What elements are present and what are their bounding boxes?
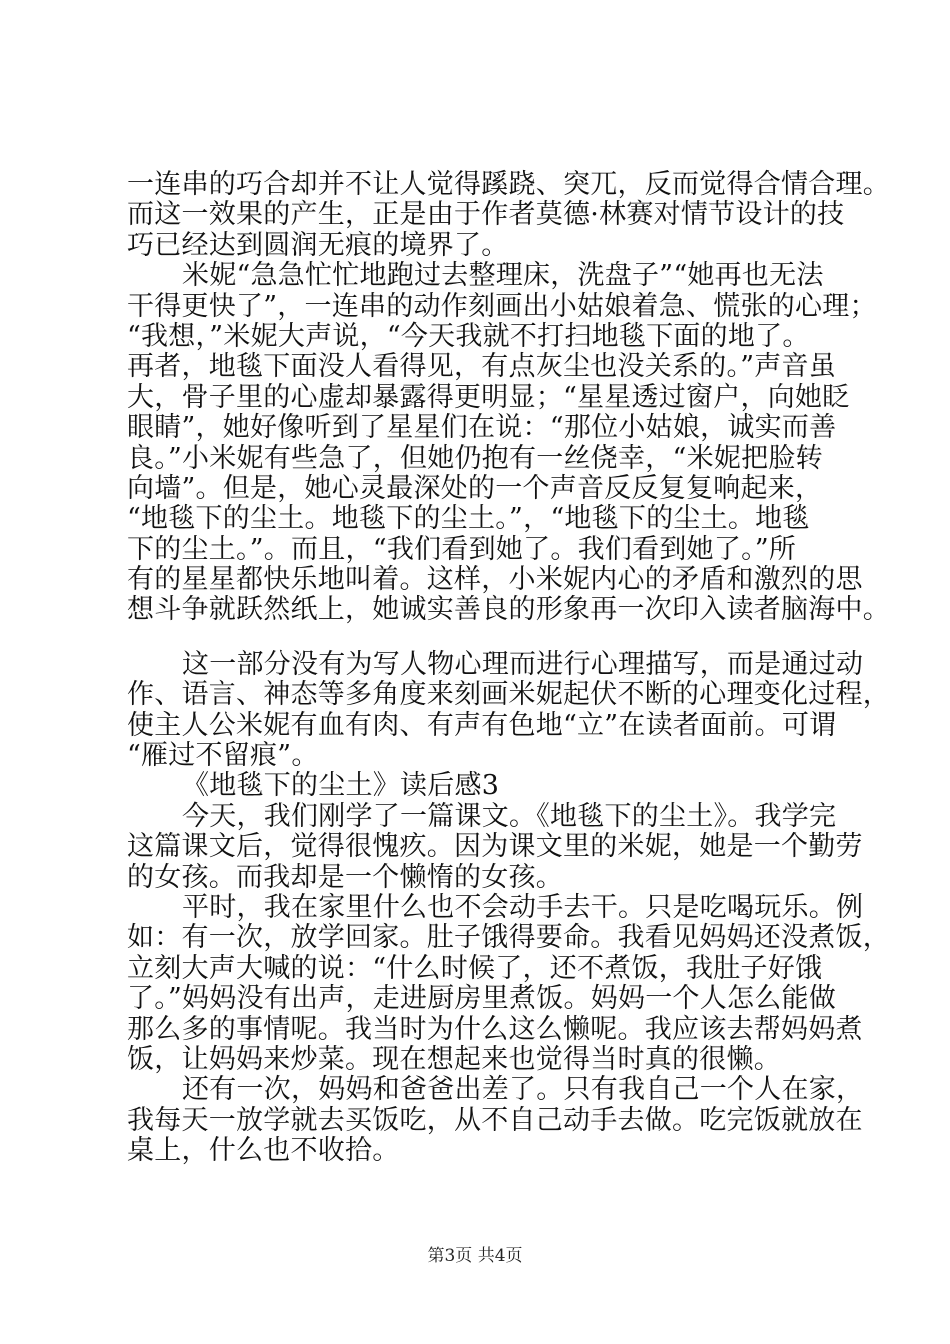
paragraph-gap <box>127 626 855 650</box>
page-footer: 第3页 共4页 <box>427 1246 523 1266</box>
text-line: 眼睛”，她好像听到了星星们在说：“那位小姑娘，诚实而善 <box>127 412 837 444</box>
text-line: 有的星星都快乐地叫着。这样，小米妮内心的矛盾和激烈的思 <box>127 564 863 596</box>
text-line: 今天，我们刚学了一篇课文。《地毯下的尘土》。我学完 <box>182 800 837 832</box>
text-line: 想斗争就跃然纸上，她诚实善良的形象再一次印入读者脑海中。 <box>127 594 890 626</box>
text-line: 的女孩。而我却是一个懒惰的女孩。 <box>127 861 563 893</box>
paragraph <box>127 260 890 626</box>
text-line: 再者，地毯下面没人看得见，有点灰尘也没关系的。”声音虽 <box>127 351 837 383</box>
text-line: 立刻大声大喊的说：“什么时候了，还不煮饭，我肚子好饿 <box>127 952 823 984</box>
paragraph <box>127 800 863 893</box>
paragraph <box>127 1074 864 1167</box>
text-line: 大，骨子里的心虚却暴露得更明显；“星星透过窗户，向她眨 <box>127 381 850 413</box>
paragraph <box>127 771 855 801</box>
text-line: 桌上，什么也不收拾。 <box>127 1135 400 1167</box>
text-line: 这一部分没有为写人物心理而进行心理描写，而是通过动 <box>182 648 864 680</box>
text-line: 干得更快了”，一连串的动作刻画出小姑娘着急、慌张的心理； <box>127 290 877 322</box>
text-line: 饭，让妈妈来炒菜。现在想起来也觉得当时真的很懒。 <box>127 1043 781 1075</box>
paragraph <box>127 169 890 261</box>
text-line: 平时，我在家里什么也不会动手去干。只是吃喝玩乐。例 <box>182 891 864 923</box>
text-line: 下的尘土。”。而且，“我们看到她了。我们看到她了。”所 <box>127 533 797 565</box>
paragraph <box>127 891 890 1075</box>
text-line: “地毯下的尘土。地毯下的尘土。”，“地毯下的尘土。地毯 <box>127 503 810 535</box>
text-line: 向墙”。但是，她心灵最深处的一个声音反反复复响起来， <box>127 472 823 504</box>
text-line: 我每天一放学就去买饭吃，从不自己动手去做。吃完饭就放在 <box>127 1104 863 1136</box>
text-line: 如：有一次，放学回家。肚子饿得要命。我看见妈妈还没煮饭， <box>127 922 890 954</box>
text-line: 而这一效果的产生，正是由于作者莫德·林赛对情节设计的技 <box>127 199 845 231</box>
text-line: “我想，”米妮大声说，“今天我就不打扫地毯下面的地了。 <box>127 320 810 352</box>
text-line: 那么多的事情呢。我当时为什么这么懒呢。我应该去帮妈妈煮 <box>127 1013 863 1045</box>
text-line: 使主人公米妮有血有肉、有声有色地“立”在读者面前。可谓 <box>127 709 837 741</box>
paragraph <box>127 648 890 772</box>
text-line: 米妮“急急忙忙地跑过去整理床，洗盘子”“她再也无法 <box>182 260 824 292</box>
text-line: 还有一次，妈妈和爸爸出差了。只有我自己一个人在家， <box>182 1074 864 1106</box>
text-line: 巧已经达到圆润无痕的境界了。 <box>127 229 509 261</box>
document-body <box>127 169 890 1167</box>
text-line: 一连串的巧合却并不让人觉得蹊跷、突兀，反而觉得合情合理。 <box>127 169 890 200</box>
text-line: 《地毯下的尘土》读后感3 <box>182 770 500 802</box>
text-line: 作、语言、神态等多角度来刻画米妮起伏不断的心理变化过程， <box>127 679 890 711</box>
text-line: “雁过不留痕”。 <box>127 740 319 772</box>
text-line: 良。”小米妮有些急了，但她仍抱有一丝侥幸，“米妮把脸转 <box>127 442 823 474</box>
text-line: 这篇课文后，觉得很愧疚。因为课文里的米妮，她是一个勤劳 <box>127 831 863 863</box>
text-line: 了。”妈妈没有出声，走进厨房里煮饭。妈妈一个人怎么能做 <box>127 983 837 1015</box>
